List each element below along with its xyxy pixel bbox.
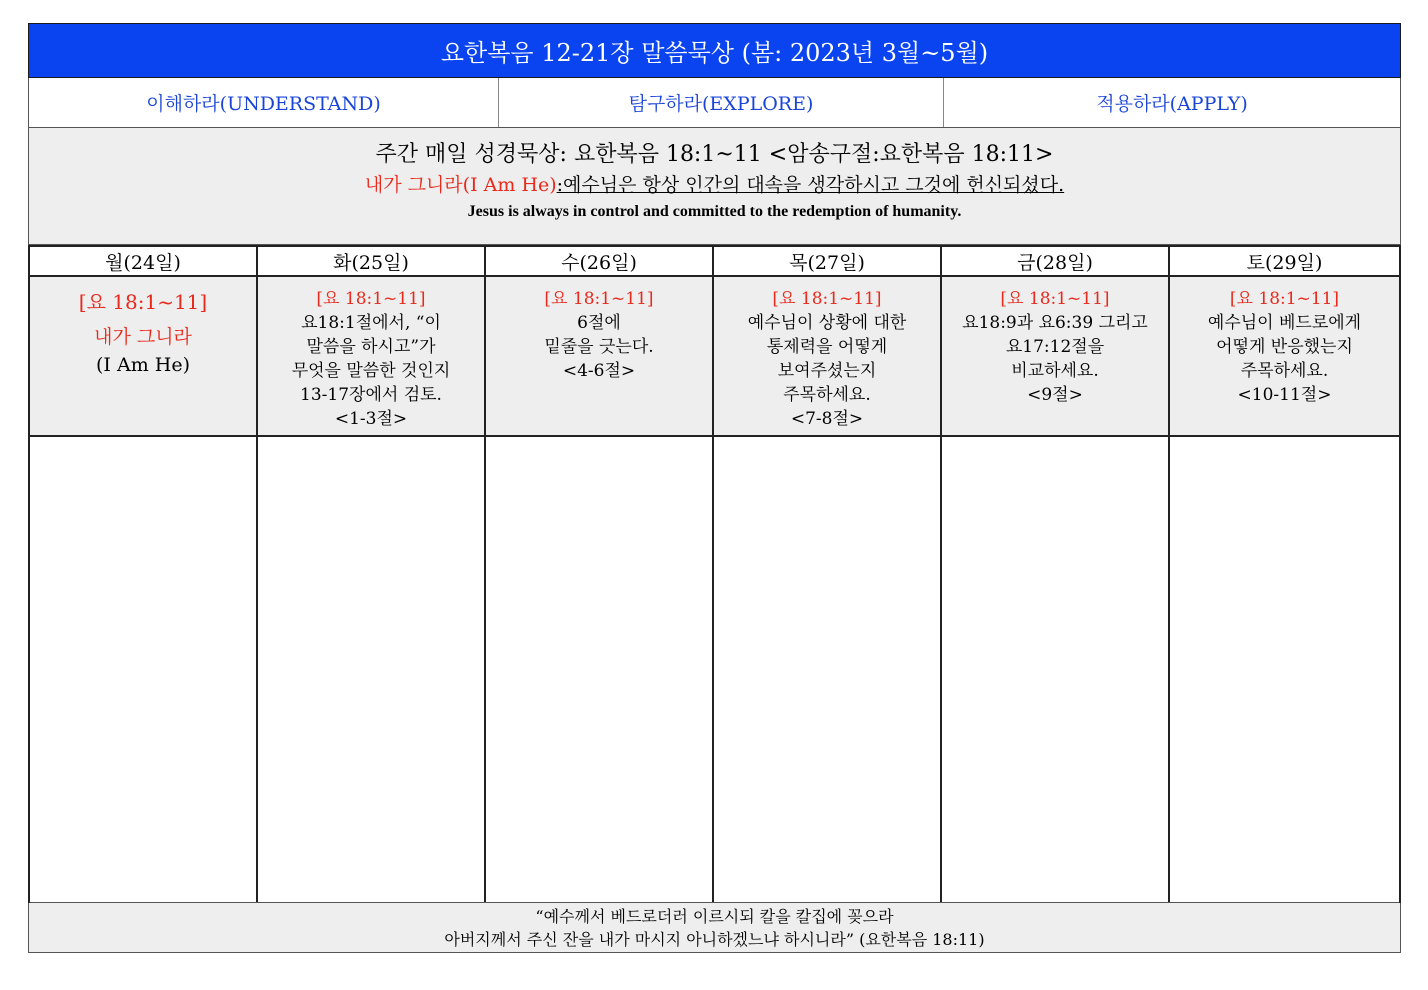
lead-text: 내가 그니라 [94,326,192,348]
approach-tabs [28,78,1401,128]
guide-line: 보여주셨는지 [777,361,877,381]
scripture-ref: [요 18:1~11] [316,289,426,309]
scripture-ref: [요 18:1~11] [772,289,882,309]
weekly-header [28,128,1401,245]
guide-line: <7-8절> [790,409,864,429]
guide-line: 요18:9과 요6:39 그리고 [962,313,1148,333]
scripture-ref: [요 18:1~11] [544,289,654,309]
tab-understand: 이해하라(UNDERSTAND) [29,78,499,127]
weekly-english: Jesus is always in control and committed to the redemption of humanity. [467,203,962,220]
tab-apply: 적용하라(APPLY) [1096,93,1248,115]
memory-verse-line: “예수께서 베드로더러 이르시되 칼을 칼집에 꽂으라 [535,907,894,926]
guide-line: <4-6절> [562,361,636,381]
guide-cell-fri [942,277,1170,435]
guide-line: 요18:1절에서, “이 [301,313,441,333]
guide-cell-sat [1170,277,1399,435]
day-label: 토(29일) [1246,251,1323,274]
guide-line: 비교하세요. [1011,361,1099,381]
guide-line: 13-17장에서 검토. [300,385,442,405]
scripture-ref: [요 18:1~11] [1000,289,1110,309]
memory-verse-line: 아버지께서 주신 잔을 내가 마시지 아니하겠느냐 하시니라” (요한복음 18:11) [444,930,985,949]
guide-line: 어떻게 반응했는지 [1216,337,1353,357]
day-label: 금(28일) [942,247,1170,275]
guide-line: (I Am He) [96,354,190,376]
notes-cell[interactable] [714,437,942,902]
guide-line: 예수님이 상황에 대한 [747,313,907,333]
guide-line: <9절> [1027,385,1083,405]
theme-text: :예수님은 항상 인간의 대속을 생각하시고 그것에 헌신되셨다. [556,174,1065,196]
guide-cell-thu [714,277,942,435]
guide-cell-mon [30,277,258,435]
guide-line: 주목하세요. [1240,361,1329,381]
memory-verse-footer [28,903,1401,953]
guide-line: 예수님이 베드로에게 [1207,313,1362,333]
weekly-heading: 주간 매일 성경묵상: 요한복음 18:1~11 <암송구절:요한복음 18:11> [375,142,1054,167]
guide-line: 주목하세요. [783,385,871,405]
day-label: 수(26일) [486,247,714,275]
page-title: 요한복음 12-21장 말씀묵상 (봄: 2023년 3월~5월) [440,39,989,67]
scripture-ref: [요 18:1~11] [78,290,208,314]
day-label: 월(24일) [30,247,258,275]
notes-cell[interactable] [486,437,714,902]
worksheet [28,23,1401,953]
notes-cell[interactable] [1170,437,1399,902]
guide-line: 6절에 [577,313,621,333]
guide-row [30,277,1399,437]
notes-cell[interactable] [30,437,258,902]
notes-cell[interactable] [258,437,486,902]
day-header-row [30,245,1399,277]
guide-line: 말씀을 하시고”가 [306,337,436,357]
tab-explore: 탐구하라(EXPLORE) [499,78,944,127]
day-label: 화(25일) [258,247,486,275]
theme-title: 내가 그니라(I Am He) [364,174,557,196]
guide-line: <10-11절> [1237,385,1332,405]
guide-line: 무엇을 말씀한 것인지 [291,361,451,381]
daily-grid [28,245,1401,903]
scripture-ref: [요 18:1~11] [1229,289,1340,309]
guide-line: 밑줄을 긋는다. [544,337,654,357]
guide-line: <1-3절> [334,409,408,429]
notes-row [30,437,1399,903]
title-bar [28,23,1401,78]
weekly-theme [29,170,1400,200]
guide-line: 통제력을 어떻게 [766,337,888,357]
guide-cell-tue [258,277,486,435]
notes-cell[interactable] [942,437,1170,902]
guide-line: 요17:12절을 [1005,337,1105,357]
day-label: 목(27일) [714,247,942,275]
guide-cell-wed [486,277,714,435]
